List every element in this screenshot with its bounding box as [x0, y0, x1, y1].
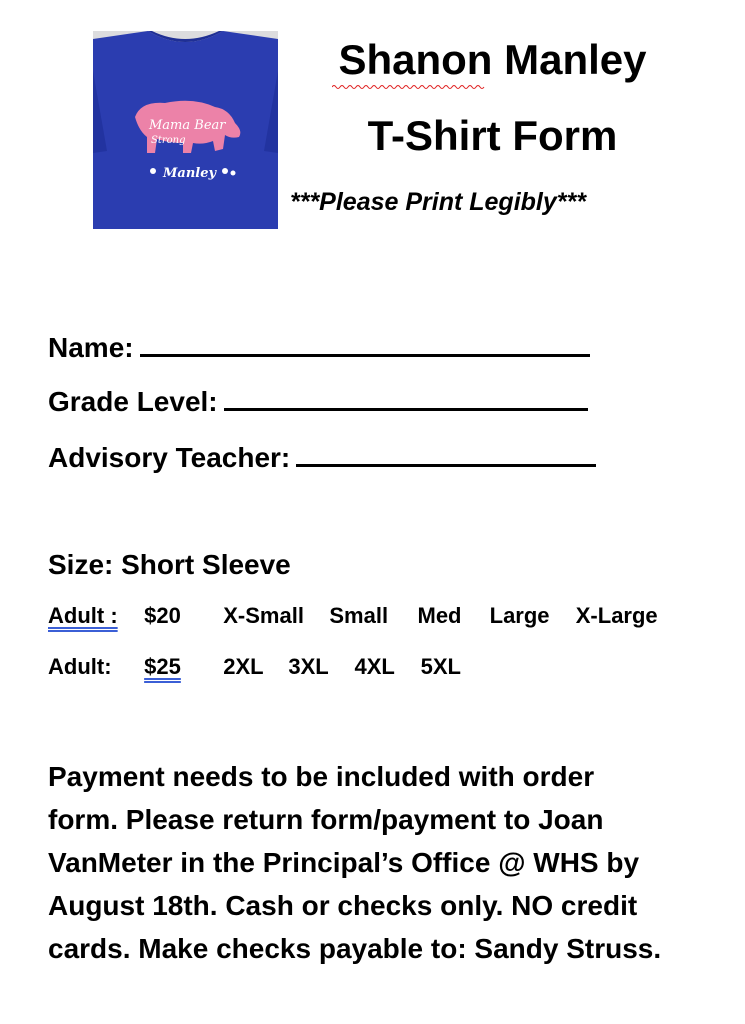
name-label: Name:: [48, 332, 134, 363]
payment-instructions: [48, 755, 708, 970]
svg-text:Strong: Strong: [151, 135, 186, 146]
size-row-adult-plus: [48, 654, 461, 680]
size-option-large: Large: [489, 603, 550, 628]
size-option-small: Small: [329, 603, 389, 628]
payment-line: form. Please return form/payment to Joan: [48, 804, 604, 835]
payment-line: VanMeter in the Principal’s Office @ WHS by: [48, 847, 640, 878]
teacher-blank[interactable]: [296, 440, 596, 467]
size-option-med: Med: [417, 603, 462, 628]
row1-price: $20: [144, 603, 181, 628]
size-option-4xl: 4XL: [354, 654, 395, 679]
teacher-field: [48, 440, 596, 474]
svg-text:Manley: Manley: [163, 166, 217, 181]
size-row-adult-standard: [48, 603, 658, 629]
title-line-2: T-Shirt Form: [367, 112, 618, 159]
svg-text:Mama Bear: Mama Bear: [149, 118, 226, 133]
size-option-3xl: 3XL: [288, 654, 329, 679]
size-heading: Size: Short Sleeve: [48, 549, 291, 580]
name-field: [48, 330, 590, 364]
title-line-1: Shanon Manley: [338, 36, 647, 83]
row2-price: $25: [144, 654, 181, 679]
payment-line: Payment needs to be included with order: [48, 761, 595, 792]
subtitle: ***Please Print Legibly***: [290, 188, 586, 216]
grade-blank[interactable]: [224, 384, 588, 411]
spelling-underline: [332, 84, 487, 90]
teacher-label: Advisory Teacher:: [48, 442, 291, 473]
size-option-5xl: 5XL: [420, 654, 461, 679]
payment-line: August 18th. Cash or checks only. NO credit: [48, 890, 638, 921]
payment-line: cards. Make checks payable to: Sandy Struss.: [48, 933, 662, 964]
grade-label: Grade Level:: [48, 386, 218, 417]
size-option-x-large: X-Large: [575, 603, 658, 628]
size-option-2xl: 2XL: [223, 654, 264, 679]
grade-field: [48, 384, 588, 418]
row2-label: Adult:: [48, 654, 112, 679]
size-option-x-small: X-Small: [223, 603, 304, 628]
name-blank[interactable]: [140, 330, 590, 357]
row1-label: Adult :: [48, 603, 118, 628]
tshirt-photo: [93, 31, 278, 229]
